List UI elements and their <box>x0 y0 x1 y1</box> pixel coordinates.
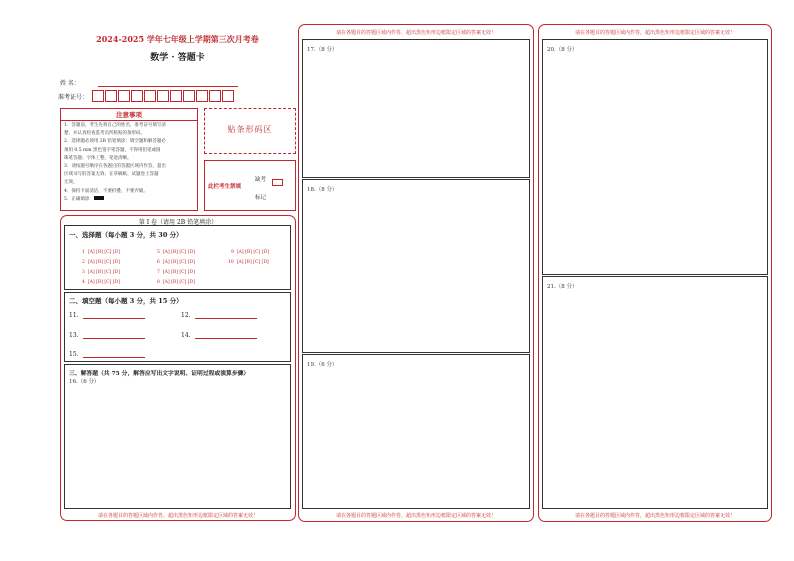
notice-item: 须用 0.5 mm 黑色签字笔答题，不得用铅笔或圆 <box>64 147 161 153</box>
notice-item: 楚，并认真检查监考员所粘贴的条形码。 <box>64 131 145 137</box>
notice-item: 无效。 <box>64 180 78 186</box>
fill-item-15[interactable]: 15. <box>69 351 145 358</box>
notice-item: 1．答题前，考生先将自己的姓名，准考证号填写清 <box>64 123 166 128</box>
warning-col2-bottom: 请在各题目的答题区域内作答，超出黑色矩形边框限定区域的答案无效！ <box>335 513 496 519</box>
mcq-row-1[interactable]: 1 [A] [B] [C] [D] <box>82 250 120 255</box>
mcq-row-8[interactable]: 8 [A] [B] [C] [D] <box>157 280 195 285</box>
absent-mark-label: 缺考 <box>255 177 267 183</box>
warning-col1-bottom: 请在各题目的答题区域内作答，超出黑色矩形边框限定区域的答案无效！ <box>97 513 258 519</box>
notice-box <box>60 108 198 211</box>
mcq-row-7[interactable]: 7 [A] [B] [C] [D] <box>157 270 195 275</box>
exam-subtitle: 数学 · 答题卡 <box>150 53 205 63</box>
name-line[interactable] <box>98 86 238 87</box>
warning-col2-top: 请在各题目的答题区域内作答，超出黑色矩形边框限定区域的答案无效！ <box>335 30 496 36</box>
mcq-row-6[interactable]: 6 [A] [B] [C] [D] <box>157 260 195 265</box>
notice-item: 区域书写的答案无效；在草稿纸、试题卷上答题 <box>64 172 159 178</box>
mcq-row-3[interactable]: 3 [A] [B] [C] [D] <box>82 270 120 275</box>
question-19-label: 19.（6 分） <box>307 362 338 368</box>
question-18-label: 18.（8 分） <box>307 187 338 193</box>
fill-item-11[interactable]: 11. <box>69 312 145 319</box>
filled-sample-mark <box>94 196 104 200</box>
exam-id-label: 准考证号： <box>58 94 89 101</box>
name-label: 姓 名： <box>60 80 80 87</box>
fill-item-13[interactable]: 13. <box>69 332 145 339</box>
answer-box-19[interactable] <box>302 354 530 509</box>
fill-heading: 二、填空题（每小题 3 分，共 15 分） <box>69 297 183 305</box>
absent-label: 此栏考生禁填 <box>208 184 242 190</box>
question-21-label: 21.（8 分） <box>547 284 578 290</box>
answer-heading: 三、解答题（共 75 分，解答应写出文字说明、证明过程或演算步骤） <box>69 371 250 377</box>
question-20-label: 20.（8 分） <box>547 47 578 53</box>
mcq-box <box>64 225 291 290</box>
mcq-row-2[interactable]: 2 [A] [B] [C] [D] <box>82 260 120 265</box>
barcode-area <box>204 108 296 154</box>
barcode-label: 贴条形码区 <box>227 125 273 134</box>
absent-mark-label-2: 标记 <box>255 195 267 201</box>
notice-item: 5．正确填涂 <box>64 196 166 204</box>
notice-item: 4．保持卡面清洁，不要折叠、不要弄破。 <box>64 188 148 194</box>
mcq-row-4[interactable]: 4 [A] [B] [C] [D] <box>82 280 120 285</box>
question-17-label: 17.（8 分） <box>307 47 338 53</box>
volume1-title: 第 Ⅰ 卷（请用 2B 铅笔填涂） <box>138 219 218 226</box>
notice-title: 注意事项 <box>116 111 142 119</box>
notice-item: 珠笔答题；字体工整、笔迹清晰。 <box>64 155 132 161</box>
mcq-row-5[interactable]: 5 [A] [B] [C] [D] <box>157 250 195 255</box>
notice-list <box>64 122 166 204</box>
answer-box-17[interactable] <box>302 39 530 178</box>
mcq-heading: 一、选择题（每小题 3 分，共 30 分） <box>69 231 183 239</box>
notice-item: 3．请按题号顺序在各题目的答题区域内作答，超出 <box>64 164 166 170</box>
fill-item-12[interactable]: 12. <box>181 312 257 319</box>
answer-box-21[interactable] <box>542 276 768 509</box>
question-16-label: 16.（6 分） <box>69 379 100 385</box>
answer-box-18[interactable] <box>302 179 530 353</box>
fill-item-14[interactable]: 14. <box>181 332 257 339</box>
answer-box-20[interactable] <box>542 39 768 275</box>
warning-col3-top: 请在各题目的答题区域内作答，超出黑色矩形边框限定区域的答案无效！ <box>574 30 735 36</box>
absent-mark-checkbox[interactable] <box>272 179 283 186</box>
warning-col3-bottom: 请在各题目的答题区域内作答，超出黑色矩形边框限定区域的答案无效！ <box>574 513 735 519</box>
notice-item: 2．选择题必须用 2B 铅笔填涂；填空题和解答题必 <box>64 139 166 145</box>
exam-title: 2024-2025 学年七年级上学期第三次月考卷 <box>96 34 259 44</box>
fill-box <box>64 292 291 362</box>
absent-box <box>204 160 296 211</box>
mcq-row-10[interactable]: 10 [A] [B] [C] [D] <box>228 260 269 265</box>
mcq-row-9[interactable]: 9 [A] [B] [C] [D] <box>231 250 269 255</box>
answer-box-16[interactable] <box>64 364 291 509</box>
